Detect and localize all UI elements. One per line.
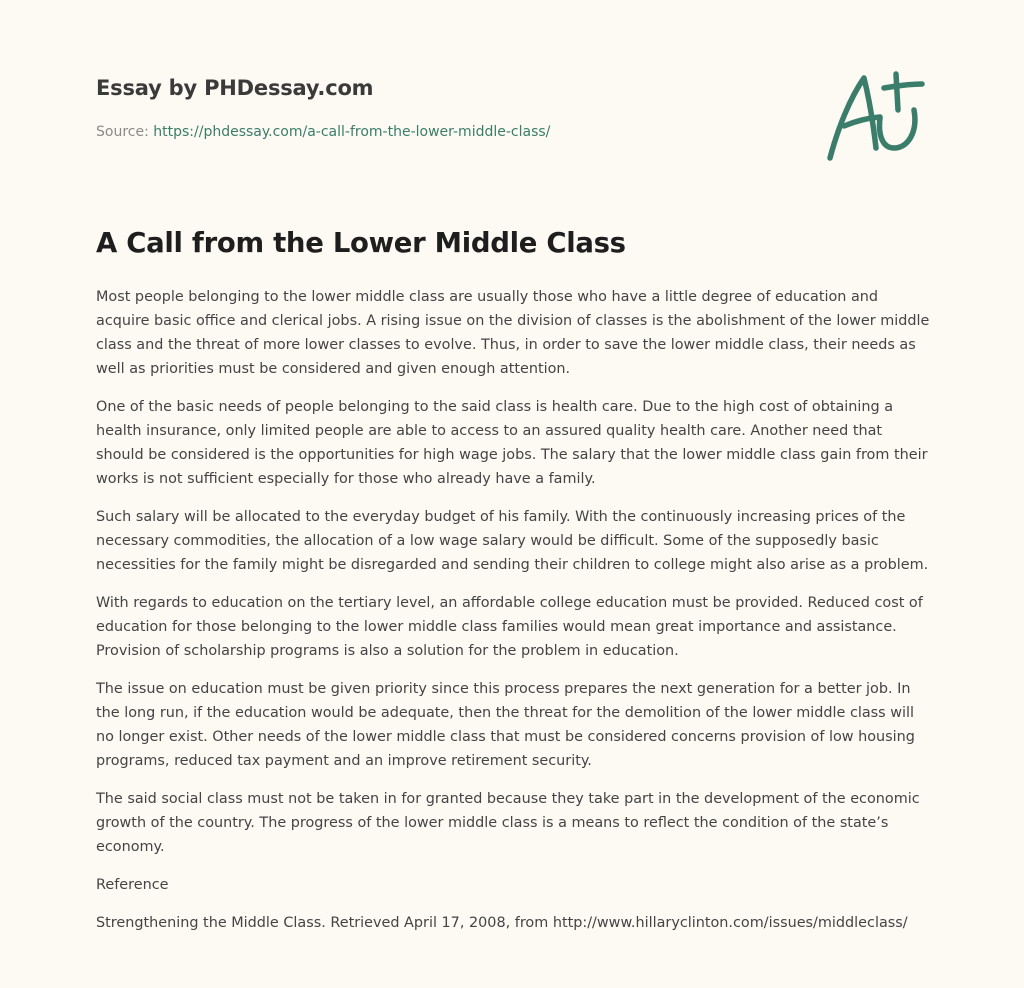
reference-heading: Reference (96, 877, 169, 893)
essay-title: A Call from the Lower Middle Class (96, 227, 626, 259)
reference-entry: Strengthening the Middle Class. Retrieved April 17, 2008, from http://www.hillaryclinton.com/issues/middleclass/ (96, 915, 908, 931)
source-link[interactable]: https://phdessay.com/a-call-from-the-lower-middle-class/ (153, 124, 551, 140)
site-brand: Essay by PHDessay.com (96, 76, 374, 100)
paragraph: One of the basic needs of people belonging to the said class is health care. Due to the high cost of obtaining a health insurance, only limited people are able to access to an assured quality health care. Another need that should be considered is the opportunities for high wage jobs. The salary that the lower middle class gain from their works is not sufficient especially for those who already have a family. (96, 399, 928, 487)
paragraph: The said social class must not be taken in for granted because they take part in the development of the economic growth of the country. The progress of the lower middle class is a means to reflect the condition of the state’s economy. (96, 791, 920, 855)
essay-body (96, 285, 932, 949)
paragraph: The issue on education must be given priority since this process prepares the next generation for a better job. In the long run, if the education would be adequate, then the threat for the demolition of the lower middle class will no longer exist. Other needs of the lower middle class that must be considered concerns provision of low housing programs, reduced tax payment and an improve retirement security. (96, 681, 915, 769)
paragraph: Most people belonging to the lower middle class are usually those who have a little degree of education and acquire basic office and clerical jobs. A rising issue on the division of classes is the abolishment of the lower middle class and the threat of more lower classes to evolve. Thus, in order to save the lower middle class, their needs as well as priorities must be considered and given enough attention. (96, 289, 930, 377)
paragraph: Such salary will be allocated to the everyday budget of his family. With the continuously increasing prices of the necessary commodities, the allocation of a low wage salary would be difficult. Some of the supposedly basic necessities for the family might be disregarded and sending their children to college might also arise as a problem. (96, 509, 929, 573)
source-label: Source: (96, 124, 154, 140)
source-line (96, 124, 550, 140)
a-plus-icon (822, 66, 932, 166)
paragraph: With regards to education on the tertiary level, an affordable college education must be provided. Reduced cost of education for those belonging to the lower middle class families would mean great importance and assistance. Provision of scholarship programs is also a solution for the problem in education. (96, 595, 923, 659)
